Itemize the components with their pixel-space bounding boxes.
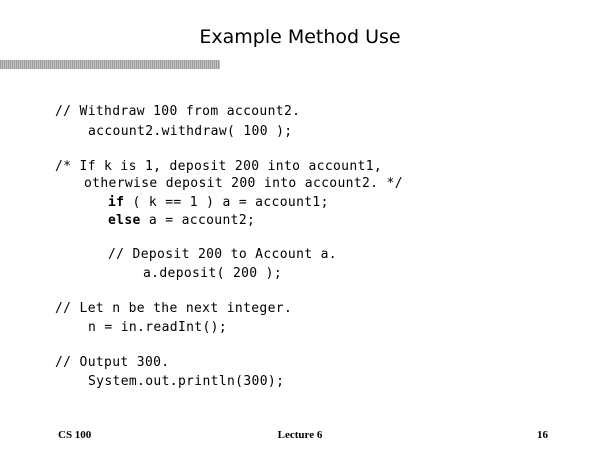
keyword-if: if [108, 195, 125, 210]
comment-deposit-line1: /* If k is 1, deposit 200 into account1, [55, 159, 383, 174]
footer-lecture: Lecture 6 [277, 429, 323, 441]
footer-course: CS 100 [58, 429, 92, 441]
statement-else [108, 213, 255, 228]
comment-output: // Output 300. [55, 355, 170, 370]
statement-withdraw: account2.withdraw( 100 ); [88, 124, 293, 139]
statement-deposit: a.deposit( 200 ); [143, 266, 283, 281]
title-rule [0, 60, 220, 69]
slide-title: Example Method Use [199, 26, 401, 48]
if-body: ( k == 1 ) a = account1; [124, 195, 329, 210]
statement-read-int: n = in.readInt(); [88, 320, 228, 335]
comment-deposit-a: // Deposit 200 to Account a. [108, 247, 337, 262]
footer-page-number: 16 [537, 429, 548, 441]
comment-withdraw: // Withdraw 100 from account2. [55, 104, 301, 119]
keyword-else: else [108, 213, 141, 228]
statement-println: System.out.println(300); [88, 374, 285, 389]
comment-read-int: // Let n be the next integer. [55, 301, 293, 316]
comment-deposit-line2: otherwise deposit 200 into account2. */ [84, 176, 403, 191]
else-body: a = account2; [140, 213, 256, 228]
statement-if [108, 195, 329, 210]
